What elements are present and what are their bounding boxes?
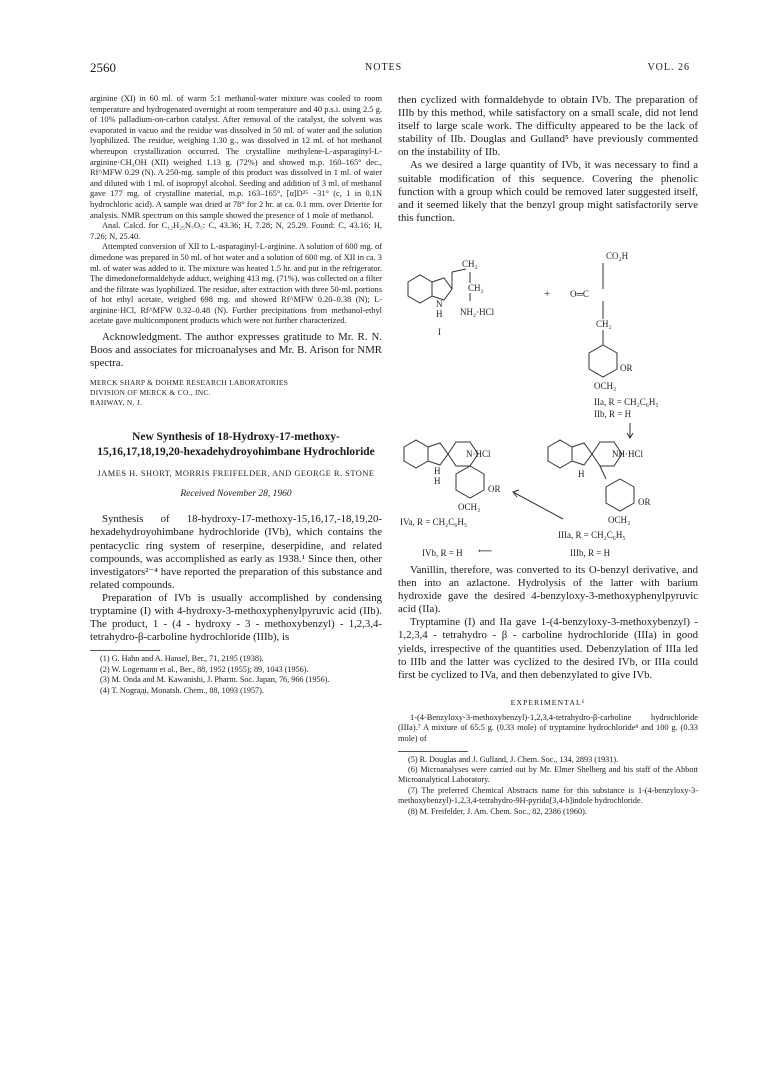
co2h-label: CO₂H	[606, 250, 629, 261]
footnote: (6) Microanalyses were carried out by Mr. Elmer Shelberg and his staff of the Abbott Microanalytical Laboratory.	[398, 764, 698, 785]
experimental-heading: EXPERIMENTAL⁶	[510, 697, 586, 707]
nh2hcl-label: NH₂·HCl	[460, 306, 495, 317]
h-label: H	[434, 475, 441, 486]
volume-label: VOL. 26	[647, 62, 690, 73]
compound-label-IIIa: IIIa, R = CH₂C₆H₅	[558, 529, 626, 540]
received-date: Received November 28, 1960	[180, 489, 292, 500]
affiliation-line: MERCK SHARP & DOHME RESEARCH LABORATORIES	[90, 378, 289, 388]
affiliation-block	[90, 378, 382, 408]
body-paragraph: As we desired a large quantity of IVb, it was necessary to find a suitable modification of this sequence. Covering the phenolic function with a group which could be removed later suggested itself, and it seemed likely that the benzyl group might satisfactorily serve this function.	[398, 159, 698, 224]
acknowledgment: Acknowledgment. The author expresses gratitude to Mr. R. N. Boos and associates for microanalyses and Mr. B. Arison for NMR spectra.	[90, 331, 382, 370]
ch2-label: CH₂	[468, 282, 484, 293]
arrow-left-glyph: ⟵	[478, 545, 493, 557]
affiliation-line: DIVISION OF MERCK & CO., INC.	[90, 388, 211, 398]
h-label: H	[578, 468, 585, 479]
och3-label: OCH₃	[594, 380, 617, 391]
affiliation-line: RAHWAY, N. J.	[90, 398, 143, 408]
right-column	[398, 94, 698, 817]
footnote: (2) W. Logemann et al., Ber., 88, 1952 (1955); 89, 1043 (1956).	[100, 664, 309, 674]
plus-sign: +	[544, 287, 551, 300]
reaction-scheme	[398, 227, 698, 532]
or-label: OR	[638, 496, 651, 507]
footnote-rule	[398, 751, 468, 752]
footnote: (4) T. Nograді, Monatsh. Chem., 88, 1093 (1957).	[100, 685, 264, 695]
ch2-label: CH₂	[462, 258, 478, 269]
footnote: (3) M. Onda and M. Kawanishi, J. Pharm. Soc. Japan, 76, 966 (1956).	[100, 675, 330, 685]
analysis-paragraph: Anal. Calcd. for C₁₂H₂₅N₇O₅: C, 43.36; H, 7.28; N, 25.29. Found: C, 43.16; H, 7.26; N, 25.40.	[90, 221, 382, 241]
body-paragraph: Vanillin, therefore, was converted to its O-benzyl derivative, and then into an azlactone. Hydrolysis of the latter with barium hydroxide gave the desired 4-benzyloxy-3-methoxyphenylpyruvic acid (IIa).	[398, 563, 698, 616]
h-label: H	[434, 465, 441, 476]
or-label: OR	[620, 362, 633, 373]
compound-label-IVa: IVa, R = CH₂C₆H₅	[400, 516, 467, 527]
article-title: New Synthesis of 18-Hydroxy-17-methoxy-15,16,17,18,19,20-hexadehydroyohimbane Hydrochloride	[97, 431, 375, 459]
och3-label: OCH₃	[458, 501, 481, 512]
footnote: (5) R. Douglas and J. Gulland, J. Chem. Soc., 134, 2893 (1931).	[408, 754, 619, 764]
compound-label-IIb: IIb, R = H	[594, 408, 632, 419]
footnote-rule	[90, 650, 160, 651]
experimental-paragraph: 1-(4-Benzyloxy-3-methoxybenzyl)-1,2,3,4-tetrahydro-β-carboline hydrochloride (IIIa).⁷ A mixture of 65.5 g. (0.33 mole) of tryptamine hydrochloride⁸ and 100 g. (0.33 mole) of	[398, 712, 698, 743]
och3-label: OCH₃	[608, 514, 631, 525]
nhhcl-label: NH·HCl	[612, 448, 643, 459]
footnote: (7) The preferred Chemical Abstracts name for this substance is 1-(4-benzyloxy-3-methoxybenzyl)-1,2,3,4-tetrahydro-9H-pyrido[3,4-b]indole hydrochloride.	[398, 785, 698, 806]
carbonyl-label: O═C	[570, 288, 589, 299]
compound-label-IIIb: IIIb, R = H	[570, 547, 611, 558]
scheme-labels	[398, 529, 698, 564]
footnote: (8) M. Freifelder, J. Am. Chem. Soc., 82, 2386 (1960).	[408, 806, 587, 816]
body-paragraph: Tryptamine (I) and IIa gave 1-(4-benzyloxy-3-methoxybenzyl) - 1,2,3,4 - tetrahydro - β - carboline hydrochloride (IIIa) in good yields, irrespective of the quantities used. Debenzylation of IIIa led to IIIb and the latter was cyclized to the desired IVb, or IIIa could first be cyclized to IVa, and then debenzylated to give IVb.	[398, 616, 698, 681]
compound-label-I: I	[438, 326, 441, 337]
h-label: H	[436, 308, 443, 319]
tryptamine-structure	[408, 259, 495, 337]
ch2-label: CH₂	[596, 318, 612, 329]
or-label: OR	[488, 483, 501, 494]
nh-label: N	[436, 298, 443, 309]
compound-IIIa-structure	[548, 440, 651, 525]
compound-IVa-structure	[400, 440, 501, 527]
left-column	[90, 94, 382, 696]
pyruvic-acid-structure	[570, 251, 659, 438]
compound-label-IIa: IIa, R = CH₂C₆H₅	[594, 396, 659, 407]
running-title: NOTES	[365, 62, 403, 73]
page-header	[90, 60, 690, 80]
preparation-paragraph: Preparation of IVb is usually accomplished by condensing tryptamine (I) with 4-hydroxy-3-methoxyphenylpyruvic acid (IIb). The product, 1 - (4 - hydroxy - 3 - methoxybenzyl) - 1,2,3,4-tetrahydro-β-carboline hydrochloride (IIIb), is	[90, 591, 382, 644]
article-authors: JAMES H. SHORT, MORRIS FREIFELDER, AND GEORGE R. STONE	[97, 469, 375, 479]
compound-label-IVb: IVb, R = H	[422, 547, 463, 558]
intro-paragraph: Synthesis of 18-hydroxy-17-methoxy-15,16,17,-18,19,20-hexadehydroyohimbane hydrochloride (IVb), which contains the pentacyclic ring system of reserpine, deserpidine, and related compounds, was accomplished as early as 1938.¹ Since then, other investigators²⁻⁴ have reported the preparation of this substance and related compounds.	[90, 513, 382, 591]
experimental-paragraph: arginine (XI) in 60 ml. of warm 5:1 methanol-water mixture was cooled to room temperature and hydrogenated overnight at room temperature and 40 p.s.i. using 2.5 g. of 10% palladium-on-carbon catalyst. After removal of the catalyst, the solvent was evaporated in vacuo and the residue was dissolved in 50 ml. of water and the solution lyophilized. The residue, weighing 1.30 g., was dissolved in 12 ml. of hot methanol whereupon crystallization occurred. The crystalline methylene-L-asparaginyl-L-arginine·CH₃OH (XII) weighed 1.13 g. (72%) and showed m.p. 160–165° dec., Rf^MFW 0.29 (N). A 250-mg. sample of this product was dissolved in 1 ml. of water and diluted with 1 ml. of isopropyl alcohol. Seeding and addition of 3 ml. of methanol gave 177 mg. of crystalline material, m.p. 163–165°, [α]D²⁵ −31° (c, 1 in 0.1N hydrochloric acid). A sample was dried at 78° for 2 hr. at ca. 0.1 mm. over Drierite for analysis. NMR spectrum on this sample showed the presence of 1 mole of methanol.	[90, 94, 382, 220]
body-paragraph: then cyclized with formaldehyde to obtain IVb. The preparation of IIIb by this method, while satisfactory on a small scale, did not lend itself to large scale work. The difficulty appeared to be the lack of stability of IIb. Douglas and Gulland⁵ have previously commented on the instability of IIb.	[398, 94, 698, 159]
nhcl-label: N·HCl	[466, 448, 491, 459]
footnote: (1) G. Hahn and A. Hansel, Ber., 71, 2195 (1938).	[100, 654, 264, 664]
page-number: 2560	[90, 60, 116, 75]
attempted-conversion-paragraph: Attempted conversion of XII to L-asparaginyl-L-arginine. A solution of 600 mg. of dimedone was prepared in 50 ml. of hot water and a solution of 600 mg. of XII in ca. 3 ml. of water was added to it. The mixture was heated 1.5 hr. and put in the refrigerator. The dimedoneformaldehyde adduct, weighing 413 mg. (71%), was collected on a filter and the filtrate was lyophilized. The residue, after extraction with three 50-ml. portions of hot ethyl acetate, weighed 698 mg. and showed Rf^MFW 0.20–0.38 (N); L-arginine·HCl, Rf^MFW 0.32–0.48 (N). Further precipitations from methanol-ethyl acetate gave multicomponent products which were not further characterized.	[90, 242, 382, 326]
